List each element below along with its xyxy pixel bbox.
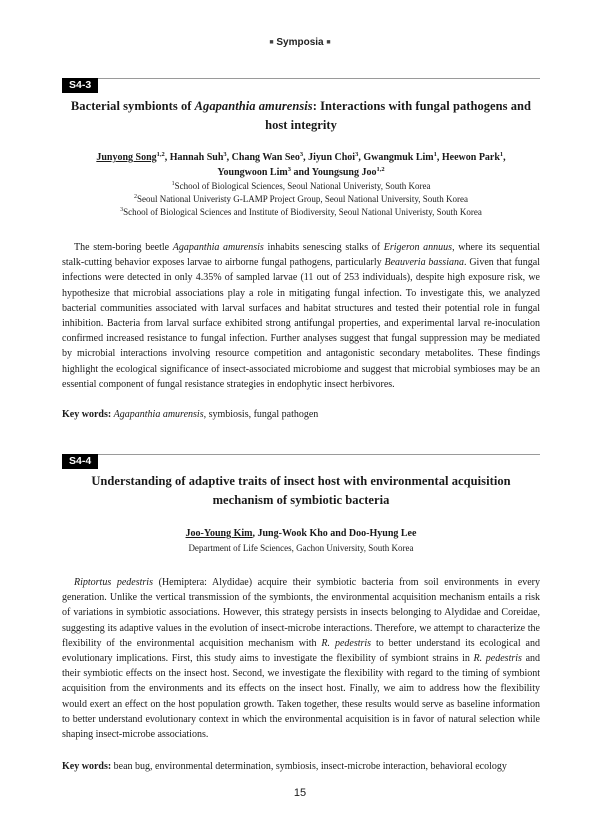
author: , Jung-Wook Kho and Doo-Hyung Lee (252, 528, 417, 539)
author-separator: , (503, 152, 506, 163)
section-tag: S4-4 (62, 454, 98, 469)
header-marker-right: ■ (326, 39, 331, 46)
species-name: Riptortus pedestris (74, 577, 153, 588)
title-species: Agapanthia amurensis (194, 99, 313, 113)
section-rule (62, 454, 540, 455)
abstract-text: . Given that fungal infections were detected in only 4.35% of sampled larvae (11 out of 253 individuals), despite high exposure risk, we hypothesize that microbial associations play a role in mitigating fungal infection. To investigate this, we analyzed bacterial communities associated with larval surfaces and habitat structures and tested their potential role in fungal inhibition. Bacteria from larval surface exhibited strong antifungal properties, and experimental larval re-inoculation confirmed increased resistance to fungal infection. Further analyses suggest that fungal suppression may be mediated by microbial interactions involving resource competition and antagonistic secondary metabolites. These findings highlight the ecological significance of insect-associated microbiome and suggest that microbial symbioses may be an essential component of fungal resistance strategies in endophytic insect herbivores. (62, 257, 541, 390)
author: , Jiyun Choi (303, 152, 356, 163)
keywords (62, 760, 540, 774)
author-affil-marker: 1 (499, 151, 504, 158)
affiliation-marker: 3 (120, 207, 124, 213)
running-header (0, 37, 600, 48)
presenting-author: Joo-Young Kim (185, 528, 253, 539)
author-affil-marker: 1 (433, 151, 437, 158)
page-number: 15 (293, 787, 307, 799)
keywords-text: bean bug, environmental determination, symbiosis, insect-microbe interaction, behavioral ecology (111, 761, 507, 772)
header-label: Symposia (276, 37, 324, 48)
affiliation (62, 193, 540, 206)
author: and Youngsung Joo (290, 167, 377, 178)
abstract-title: Understanding of adaptive traits of insect host with environmental acquisition mechanism of symbiotic bacteria (91, 474, 511, 507)
abstract-title (62, 97, 540, 135)
affiliation-marker: 1 (171, 181, 175, 187)
affiliation-marker: 2 (133, 194, 137, 200)
affiliation-text: School of Biological Sciences, Seoul National Univeristy, South Korea (174, 181, 431, 191)
abstract-body (62, 575, 540, 742)
keywords-text: symbiosis, fungal pathogen (206, 409, 319, 420)
species-name: Agapanthia amurensis (172, 242, 264, 253)
affiliation-list (62, 180, 540, 219)
title-text-rest: : Interactions with fungal pathogens and host integrity (265, 99, 532, 132)
presenting-author: Junyong Song (96, 152, 157, 163)
section-rule (62, 78, 540, 79)
author-list (62, 526, 540, 541)
keywords-label: Key words: (62, 761, 112, 772)
affiliation-text: School of Biological Sciences and Institute of Biodiversity, Seoul National Univeristy, South Korea (123, 207, 482, 217)
section-tag: S4-3 (62, 78, 98, 93)
author-line (62, 165, 540, 180)
abstract-text: and their symbiotic effects on the insect host. Second, we investigate the flexibility with regard to the timing of symbiont acquisition from the environments and its effects on the insect host. Finally, we aim to address how the flexibility would exert an effect on the host population growth. Taken together, these results would serve as baseline information to better understand evolutionary context in which the environmental acquisition is in favor of natural selection while shaping insect-microbe associations. (62, 653, 541, 741)
species-name: R. pedestris (473, 653, 522, 665)
author-affil-marker: 3 (223, 151, 227, 158)
author: , Heewon Park (436, 152, 500, 163)
author: , Chang Wan Seo (226, 152, 300, 163)
keywords-label: Key words: (62, 409, 112, 420)
abstract-text: , where its sequential stalk-cutting behavior exposes larvae to airborne fungal pathogens, particularly (62, 242, 540, 269)
author-affil-marker: 3 (299, 151, 304, 158)
abstract-text: inhabits senescing stalks of (263, 242, 384, 253)
title-text: Bacterial symbionts of (70, 99, 195, 113)
author-affil-marker: 1,2 (376, 166, 385, 173)
affiliation: Department of Life Sciences, Gachon University, South Korea (188, 543, 414, 553)
keyword-species: Agapanthia amurensis, (113, 409, 207, 420)
abstract-body (62, 240, 540, 392)
species-name: Erigeron annuus (383, 242, 453, 253)
species-name: Beauveria bassiana (384, 257, 464, 269)
abstract-text: (Hemiptera: Alydidae) acquire their symbiotic bacteria from soil environments in every generation. Unlike the vertical transmission of the symbionts, the environmental acquisition mechanism entails a risk of variations in symbiotic associations. However, this strategy persists in insects belonging to Alydidae and Coreidae, suggesting its adaptive values in the evolution of insect-microbe interactions. Therefore, we attempt to characterize the flexibility of the environmental acquisition mechanism with (62, 577, 540, 649)
header-marker-left: ■ (269, 39, 274, 46)
author-affil-marker: 3 (287, 166, 291, 173)
author-line (62, 150, 540, 165)
author: , Hannah Suh (164, 152, 224, 163)
affiliation (62, 180, 540, 193)
author-list (62, 150, 540, 180)
author-affil-marker: 3 (355, 151, 359, 158)
keywords (62, 408, 540, 422)
abstract-text: The stem-boring beetle (74, 242, 173, 253)
author-affil-marker: 1,2 (156, 151, 165, 158)
species-name: R. pedestris (321, 637, 372, 649)
author: Youngwoon Lim (217, 167, 288, 178)
affiliation (62, 206, 540, 219)
abstract-text: to better understand its ecological and evolutionary implications. First, this study aims to investigate the flexibility of symbiont strains in (62, 637, 540, 665)
affiliation-text: Seoul National Univeristy G-LAMP Project Group, Seoul National University, South Korea (136, 194, 469, 204)
author: , Gwangmuk Lim (358, 152, 434, 163)
